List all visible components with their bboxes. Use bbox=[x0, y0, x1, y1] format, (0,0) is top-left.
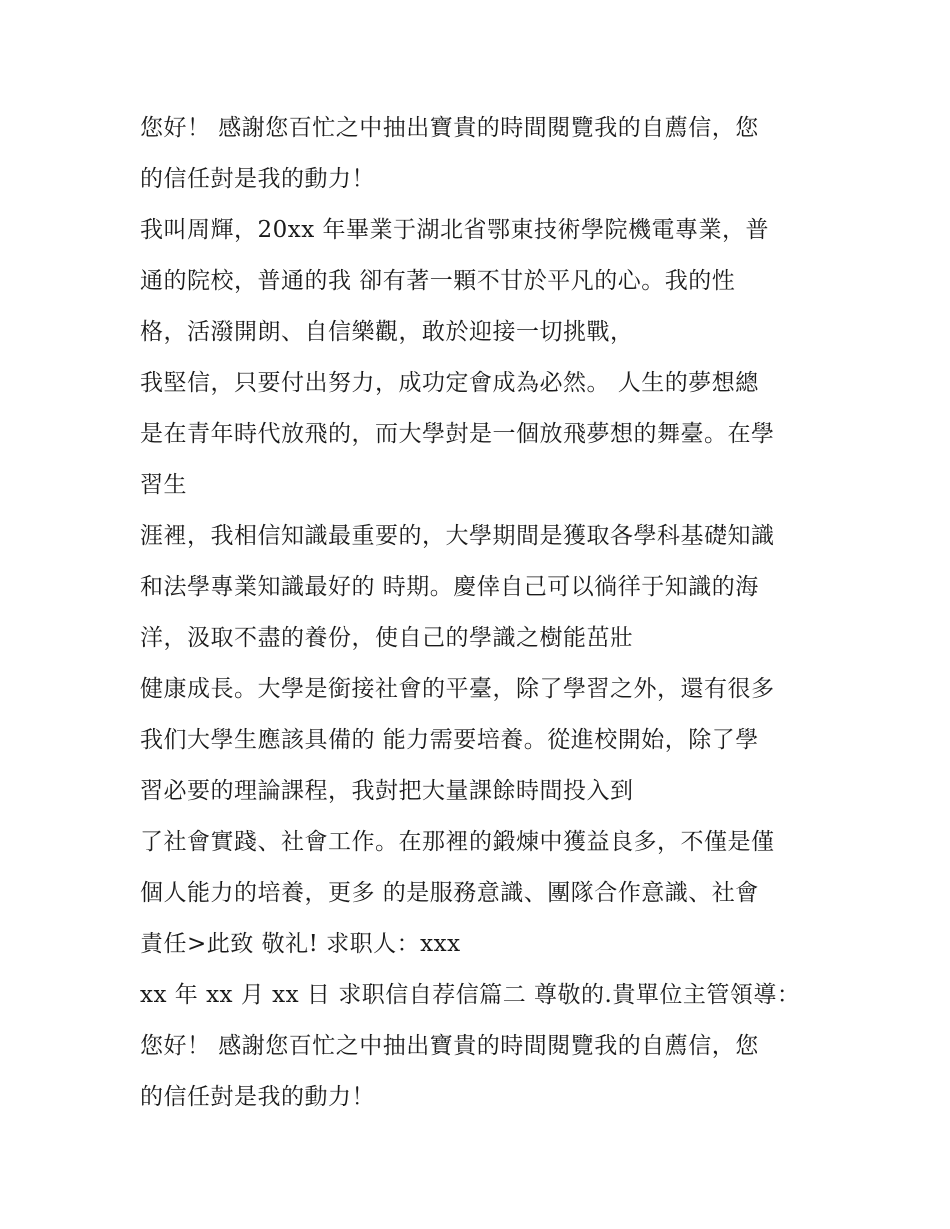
text-line: 您好！ 感謝您百忙之中抽出寶貴的時間閱覽我的自薦信，您 bbox=[140, 1033, 759, 1059]
text-line: 我堅信，只要付出努力，成功定會成為必然。 人生的夢想總 bbox=[140, 370, 759, 396]
text-line: 我叫周輝，20xx 年畢業于湖北省鄂東技術學院機電專業，普 bbox=[140, 217, 770, 243]
text-line: 通的院校，普通的我 卻有著一顆不甘於平凡的心。我的性 bbox=[140, 268, 736, 294]
text-line: 了社會實踐、社會工作。在那裡的鍛煉中獲益良多，不僅是僅 bbox=[140, 829, 775, 855]
text-line: 的信任尌是我的動力！ bbox=[140, 1084, 375, 1110]
text-line: 洋，汲取不盡的養份，使自己的學識之樹能茁壯 bbox=[140, 625, 634, 651]
text-line: 是在青年時代放飛的，而大學尌是一個放飛夢想的舞臺。在學 bbox=[140, 421, 775, 447]
text-line: 您好！ 感謝您百忙之中抽出寶貴的時間閱覽我的自薦信，您 bbox=[140, 115, 759, 141]
text-line: 和法學專業知識最好的 時期。慶倖自己可以徜徉于知識的海 bbox=[140, 574, 759, 600]
text-line: 習必要的理論課程，我尌把大量課餘時間投入到 bbox=[140, 778, 634, 804]
text-line: 習生 bbox=[140, 472, 187, 498]
text-line: xx 年 xx 月 xx 日 求职信自荐信篇二 尊敬的.貴單位主管領導： bbox=[140, 982, 801, 1008]
text-line: 健康成長。大學是銜接社會的平臺，除了學習之外，還有很多 bbox=[140, 676, 775, 702]
letter-body bbox=[140, 103, 830, 1123]
text-line: 我们大學生應該具備的 能力需要培養。從進校開始，除了學 bbox=[140, 727, 759, 753]
text-line: 責任>此致 敬礼! 求职人：xxx bbox=[140, 931, 461, 957]
text-line: 涯裡，我相信知識最重要的，大學期間是獲取各學科基礎知識 bbox=[140, 523, 775, 549]
text-line: 格，活潑開朗、自信樂觀，敢於迎接一切挑戰， bbox=[140, 319, 634, 345]
text-line: 個人能力的培養，更多 的是服務意識、團隊合作意識、社會 bbox=[140, 880, 759, 906]
text-line: 的信任尌是我的動力！ bbox=[140, 166, 375, 192]
